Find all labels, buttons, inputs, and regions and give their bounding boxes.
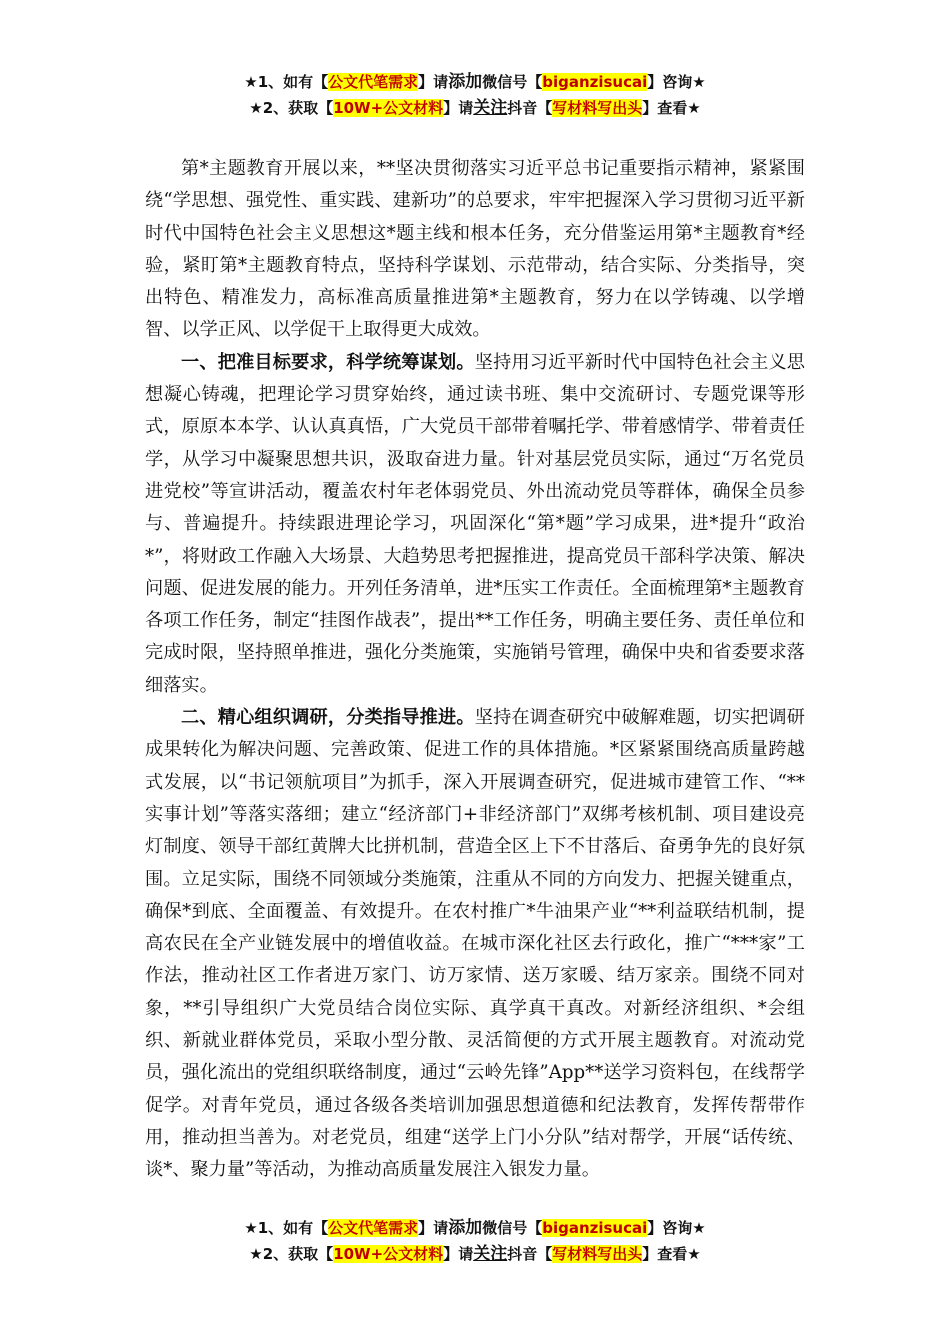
- promo-text: 】查看★: [642, 1245, 701, 1263]
- promo-text: 微信号【: [482, 1219, 543, 1237]
- promo-line-1: [0, 70, 950, 96]
- promo-emphasis: 添加: [448, 72, 483, 92]
- promo-line-1: [0, 1216, 950, 1242]
- promo-banner-bottom: [0, 1216, 950, 1268]
- promo-text: 】请: [443, 99, 474, 117]
- promo-line-2: [0, 96, 950, 122]
- section-2-paragraph: [145, 702, 805, 1186]
- promo-text: ★2、获取【: [249, 1245, 334, 1263]
- promo-text: 】咨询★: [647, 1219, 706, 1237]
- promo-text: 】查看★: [642, 99, 701, 117]
- promo-text: ★1、如有【: [244, 73, 329, 91]
- intro-paragraph: 第*主题教育开展以来，**坚决贯彻落实习近平总书记重要指示精神，紧紧围绕“学思想、强党性、重实践、建新功”的总要求，牢牢把握深入学习贯彻习近平新时代中国特色社会主义思想这*题主线和根本任务，充分借鉴运用第*主题教育*经验，紧盯第*主题教育特点，坚持科学谋划、示范带动，结合实际、分类指导，突出特色、精准发力，高标准高质量推进第*主题教育，努力在以学铸魂、以学增智、以学正风、以学促干上取得更大成效。: [145, 158, 805, 341]
- promo-text: ★1、如有【: [244, 1219, 329, 1237]
- section-1-body: 坚持用习近平新时代中国特色社会主义思想凝心铸魂，把理论学习贯穿始终，通过读书班、集中交流研讨、专题党课等形式，原原本本学、认认真真悟，广大党员干部带着嘱托学、带着感情学、带着责任学，从学习中凝聚思想共识，汲取奋进力量。针对基层党员实际，通过“万名党员进党校”等宣讲活动，覆盖农村年老体弱党员、外出流动党员等群体，确保全员参与、普遍提升。持续跟进理论学习，巩固深化“第*题”学习成果，进*提升“政治*”，将财政工作融入大场景、大趋势思考把握推进，提高党员干部科学决策、解决问题、促进发展的能力。开列任务清单，进*压实工作责任。全面梳理第*主题教育各项工作任务，制定“挂图作战表”，提出**工作任务，明确主要任务、责任单位和完成时限，坚持照单推进，强化分类施策，实施销号管理，确保中央和省委要求落细落实。: [145, 351, 805, 696]
- highlight-service: 公文代笔需求: [328, 73, 419, 91]
- highlight-materials: 10W+公文材料: [333, 1245, 444, 1263]
- document-body: [145, 153, 805, 1187]
- highlight-service: 公文代笔需求: [328, 1219, 419, 1237]
- promo-emphasis: 关注: [473, 1244, 508, 1264]
- promo-text: 抖音【: [507, 99, 553, 117]
- promo-text: 】请: [418, 1219, 449, 1237]
- promo-emphasis: 关注: [473, 98, 508, 118]
- section-1-paragraph: [145, 347, 805, 702]
- promo-text: 微信号【: [482, 73, 543, 91]
- section-1-heading: 一、把准目标要求，科学统筹谋划。: [181, 351, 475, 373]
- highlight-wechat-id: biganzisucai: [542, 73, 648, 91]
- promo-emphasis: 添加: [448, 1218, 483, 1238]
- promo-text: 】请: [443, 1245, 474, 1263]
- promo-banner-top: [0, 70, 950, 122]
- promo-line-2: [0, 1242, 950, 1268]
- promo-text: 抖音【: [507, 1245, 553, 1263]
- section-2-body: 坚持在调查研究中破解难题，切实把调研成果转化为解决问题、完善政策、促进工作的具体措施。*区紧紧围绕高质量跨越式发展，以“书记领航项目”为抓手，深入开展调查研究，促进城市建管工作、“**实事计划”等落实落细；建立“经济部门+非经济部门”双绑考核机制、项目建设亮灯制度、领导干部红黄牌大比拼机制，营造全区上下不甘落后、奋勇争先的良好氛围。立足实际，围绕不同领域分类施策，注重从不同的方向发力、把握关键重点，确保*到底、全面覆盖、有效提升。在农村推广*牛油果产业“**利益联结机制，提高农民在全产业链发展中的增值收益。在城市深化社区去行政化，推广“***家”工作法，推动社区工作者进万家门、访万家情、送万家暖、结万家亲。围绕不同对象，**引导组织广大党员结合岗位实际、真学真干真改。对新经济组织、*会组织、新就业群体党员，采取小型分散、灵活简便的方式开展主题教育。对流动党员，强化流出的党组织联络制度，通过“云岭先锋”App**送学习资料包，在线帮学促学。对青年党员，通过各级各类培训加强思想道德和纪法教育，发挥传帮带作用，推动担当善为。对老党员，组建“送学上门小分队”结对帮学，开展“话传统、谈*、聚力量”等活动，为推动高质量发展注入银发力量。: [145, 707, 805, 1181]
- promo-text: 】请: [418, 73, 449, 91]
- highlight-materials: 10W+公文材料: [333, 99, 444, 117]
- highlight-douyin-account: 写材料写出头: [552, 1245, 643, 1263]
- promo-text: 】咨询★: [647, 73, 706, 91]
- promo-text: ★2、获取【: [249, 99, 334, 117]
- section-2-heading: 二、精心组织调研，分类指导推进。: [181, 707, 475, 729]
- highlight-douyin-account: 写材料写出头: [552, 99, 643, 117]
- highlight-wechat-id: biganzisucai: [542, 1219, 648, 1237]
